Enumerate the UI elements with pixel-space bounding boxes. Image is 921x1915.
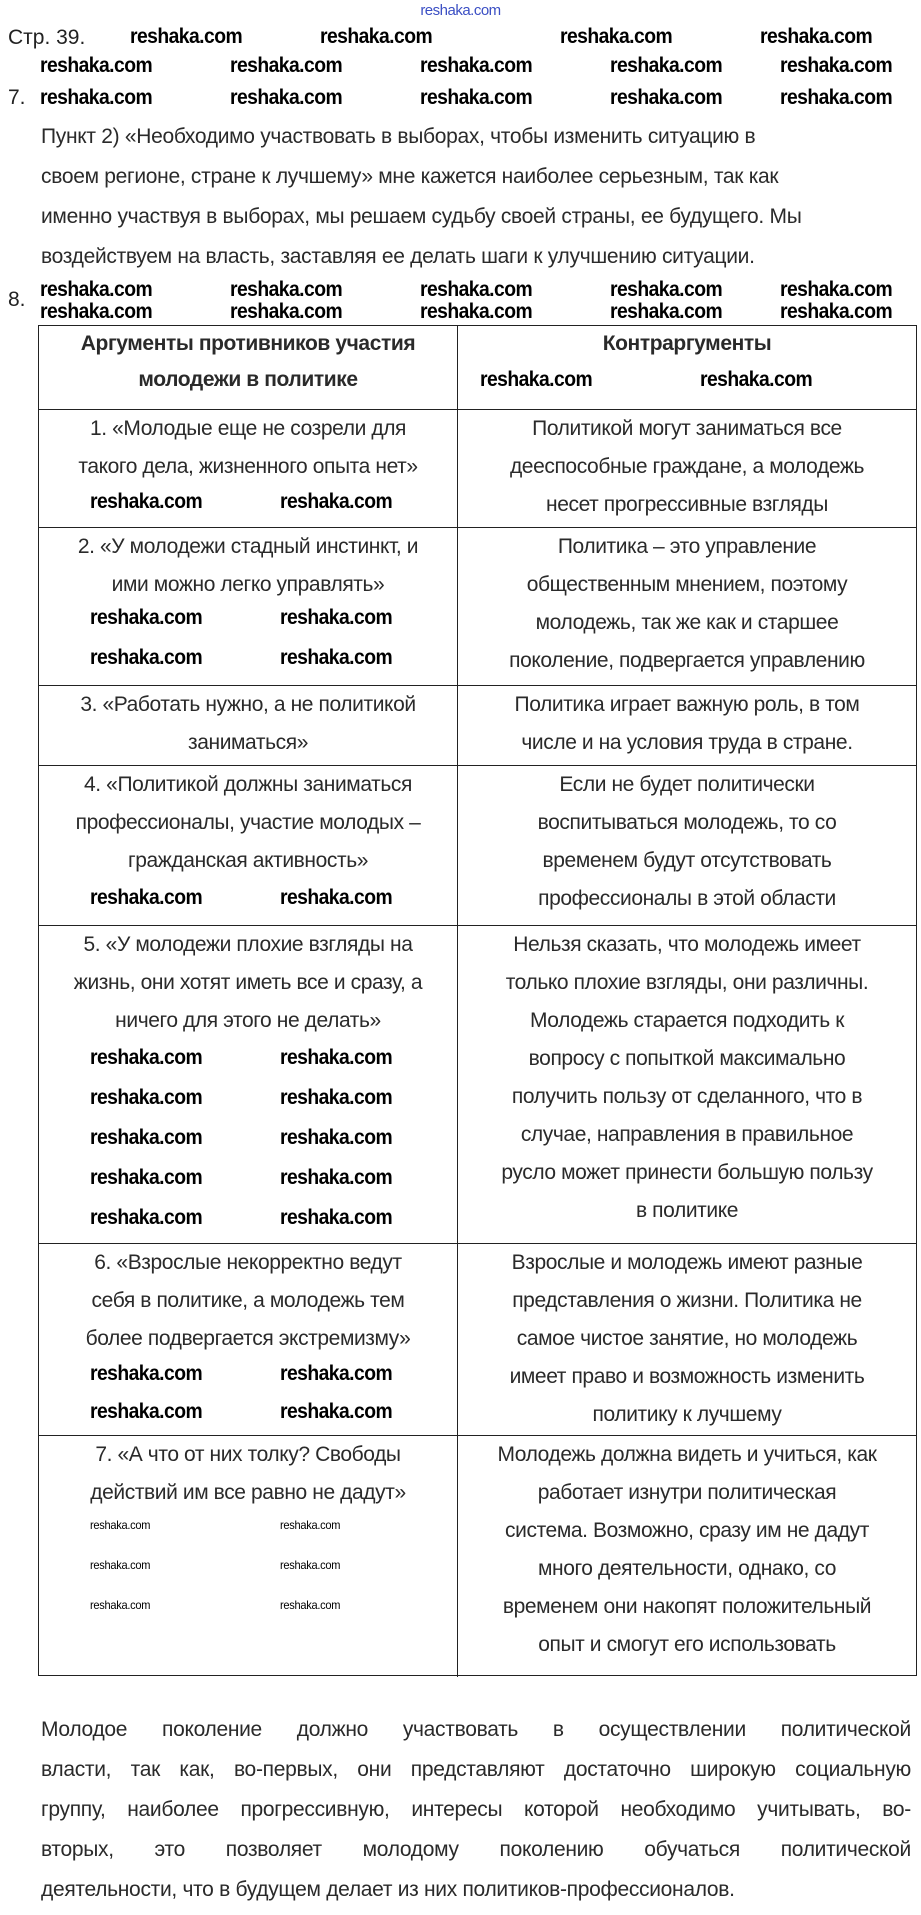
watermark: reshaka.com (280, 1166, 393, 1189)
watermark: reshaka.com (40, 278, 153, 301)
cell-line: получить пользу от сделанного, что в (511, 1085, 863, 1108)
cell-line: Политика – это управление (557, 535, 817, 558)
watermark: reshaka.com (40, 86, 153, 109)
cell-line: Взрослые и молодежь имеют разные (511, 1251, 863, 1274)
watermark: reshaka.com (320, 25, 433, 48)
text-line: воздействуем на власть, заставляя ее делать шаги к улучшению ситуации. (41, 245, 755, 268)
cell-line: имеет право и возможность изменить (509, 1365, 865, 1388)
watermark: reshaka.com (230, 300, 343, 323)
cell-line: опыт и смогут его использовать (538, 1633, 836, 1656)
watermark: reshaka.com (90, 646, 203, 669)
cell-line: воспитываться молодежь, то со (537, 811, 837, 834)
task-7-answer (41, 117, 911, 277)
watermark: reshaka.com (90, 606, 203, 629)
task-7-number: 7. (8, 86, 26, 109)
cell-line: временем они накопят положительный (502, 1595, 872, 1618)
cell-line: профессионалы в этой области (538, 887, 836, 910)
watermark: reshaka.com (280, 1126, 393, 1149)
cell-line: вопросу с попыткой максимально (528, 1047, 846, 1070)
cell-line: профессионалы, участие молодых – (75, 811, 421, 834)
cell-line: молодежь, так же как и старшее (535, 611, 839, 634)
watermark: reshaka.com (40, 54, 153, 77)
cell-line: только плохие взгляды, они различны. (505, 971, 869, 994)
site-header-link[interactable]: reshaka.com (420, 2, 501, 19)
cell-line: дееспособные граждане, а молодежь (509, 455, 865, 478)
cell-line: 6. «Взрослые некорректно ведут (94, 1251, 402, 1274)
watermark: reshaka.com (230, 278, 343, 301)
counterargument-cell (458, 1244, 916, 1435)
cell-line: случае, направления в правильное (520, 1123, 854, 1146)
watermark: reshaka.com (420, 278, 533, 301)
counterargument-cell (458, 926, 916, 1243)
cell-line: Если не будет политически (559, 773, 815, 796)
watermark: reshaka.com (230, 54, 343, 77)
watermark: reshaka.com (280, 1206, 393, 1229)
watermark: reshaka.com (280, 886, 393, 909)
watermark: reshaka.com (480, 368, 593, 391)
watermark: reshaka.com (610, 86, 723, 109)
cell-line: Политика играет важную роль, в том (514, 693, 860, 716)
watermark: reshaka.com (780, 278, 893, 301)
cell-line: числе и на условия труда в стране. (521, 731, 853, 754)
watermark: reshaka.com (780, 300, 893, 323)
watermark: reshaka.com (90, 1558, 151, 1572)
watermark: reshaka.com (90, 1046, 203, 1069)
cell-line: работает изнутри политическая (537, 1481, 837, 1504)
arguments-table (38, 325, 917, 1676)
watermark: reshaka.com (560, 25, 673, 48)
cell-line: временем будут отсутствовать (542, 849, 832, 872)
watermark: reshaka.com (280, 1558, 341, 1572)
counterargument-cell (458, 410, 916, 527)
cell-line: себя в политике, а молодежь тем (91, 1289, 405, 1312)
watermark: reshaka.com (90, 1086, 203, 1109)
argument-cell (39, 926, 458, 1243)
watermark: reshaka.com (280, 646, 393, 669)
cell-line: жизнь, они хотят иметь все и сразу, а (73, 971, 423, 994)
cell-line: 5. «У молодежи плохие взгляды на (83, 933, 413, 956)
watermark: reshaka.com (780, 54, 893, 77)
text-line: Молодое поколение должно участвовать в осуществлении политической (41, 1718, 911, 1741)
watermark: reshaka.com (610, 278, 723, 301)
watermark: reshaka.com (280, 1518, 341, 1532)
watermark: reshaka.com (130, 25, 243, 48)
text-line: группу, наиболее прогрессивную, интересы которой необходимо учитывать, во- (41, 1798, 911, 1821)
table-row (39, 925, 916, 1243)
watermark: reshaka.com (90, 1206, 203, 1229)
cell-line: самое чистое занятие, но молодежь (516, 1327, 858, 1350)
text-line: своем регионе, стране к лучшему» мне кажется наиболее серьезным, так как (41, 165, 779, 188)
header-line: Аргументы противников участия (80, 332, 416, 355)
watermark: reshaka.com (90, 1518, 151, 1532)
table-row (39, 685, 916, 765)
counterargument-cell (458, 528, 916, 685)
watermark: reshaka.com (90, 1126, 203, 1149)
cell-line: Молодежь должна видеть и учиться, как (497, 1443, 877, 1466)
watermark: reshaka.com (90, 1166, 203, 1189)
watermark: reshaka.com (90, 1598, 151, 1612)
watermark: reshaka.com (780, 86, 893, 109)
watermark: reshaka.com (280, 1362, 393, 1385)
cell-line: Нельзя сказать, что молодежь имеет (513, 933, 861, 956)
text-line: деятельности, что в будущем делает из них политиков-профессионалов. (41, 1878, 735, 1901)
cell-line: 4. «Политикой должны заниматься (84, 773, 412, 796)
watermark: reshaka.com (280, 1046, 393, 1069)
header-line: Контраргументы (602, 332, 772, 355)
watermark: reshaka.com (280, 606, 393, 629)
watermark: reshaka.com (610, 54, 723, 77)
text-line: власти, так как, во-первых, они представляют достаточно широкую социальную (41, 1758, 911, 1781)
watermark: reshaka.com (280, 1086, 393, 1109)
table-row (39, 1435, 916, 1677)
cell-line: Политикой могут заниматься все (532, 417, 842, 440)
cell-line: 3. «Работать нужно, а не политикой (80, 693, 416, 716)
cell-line: заниматься» (187, 731, 308, 754)
watermark: reshaka.com (90, 490, 203, 513)
watermark: reshaka.com (280, 1598, 341, 1612)
cell-line: общественным мнением, поэтому (526, 573, 848, 596)
watermark: reshaka.com (760, 25, 873, 48)
cell-line: Молодежь старается подходить к (529, 1009, 845, 1032)
watermark: reshaka.com (230, 86, 343, 109)
cell-line: действий им все равно не дадут» (90, 1481, 406, 1504)
counterargument-cell (458, 766, 916, 925)
counterargument-cell (458, 686, 916, 765)
task-8-number: 8. (8, 288, 26, 311)
watermark: reshaka.com (420, 86, 533, 109)
cell-line: много деятельности, однако, со (537, 1557, 837, 1580)
watermark: reshaka.com (90, 886, 203, 909)
cell-line: 7. «А что от них толку? Свободы (95, 1443, 401, 1466)
text-line: именно участвуя в выборах, мы решаем судьбу своей страны, ее будущего. Мы (41, 205, 802, 228)
watermark: reshaka.com (420, 300, 533, 323)
counterargument-cell (458, 1436, 916, 1677)
watermark: reshaka.com (700, 368, 813, 391)
cell-line: русло может принести большую пользу (501, 1161, 873, 1184)
argument-cell (39, 1436, 458, 1677)
cell-line: система. Возможно, сразу им не дадут (505, 1519, 869, 1542)
cell-line: такого дела, жизненного опыта нет» (78, 455, 418, 478)
cell-line: в политике (635, 1199, 738, 1222)
cell-line: политику к лучшему (592, 1403, 782, 1426)
argument-cell (39, 686, 458, 765)
cell-line: ничего для этого не делать» (115, 1009, 381, 1032)
watermark: reshaka.com (90, 1362, 203, 1385)
watermark: reshaka.com (610, 300, 723, 323)
text-line: вторых, это позволяет молодому поколению обучаться политической (41, 1838, 911, 1861)
cell-line: гражданская активность» (127, 849, 369, 872)
text-line: Пункт 2) «Необходимо участвовать в выборах, чтобы изменить ситуацию в (41, 125, 756, 148)
cell-line: представления о жизни. Политика не (512, 1289, 862, 1312)
cell-line: более подвергается экстремизму» (85, 1327, 411, 1350)
page-label: Стр. 39. (8, 26, 86, 49)
cell-line: ими можно легко управлять» (111, 573, 385, 596)
cell-line: 1. «Молодые еще не созрели для (89, 417, 407, 440)
cell-line: несет прогрессивные взгляды (546, 493, 828, 516)
watermark: reshaka.com (420, 54, 533, 77)
watermark: reshaka.com (40, 300, 153, 323)
cell-line: поколение, подвергается управлению (509, 649, 865, 672)
header-arguments (39, 326, 458, 409)
watermark: reshaka.com (280, 490, 393, 513)
watermark: reshaka.com (280, 1400, 393, 1423)
task-8-conclusion (41, 1710, 911, 1910)
watermark: reshaka.com (90, 1400, 203, 1423)
cell-line: 2. «У молодежи стадный инстинкт, и (77, 535, 419, 558)
header-line: молодежи в политике (138, 368, 358, 391)
